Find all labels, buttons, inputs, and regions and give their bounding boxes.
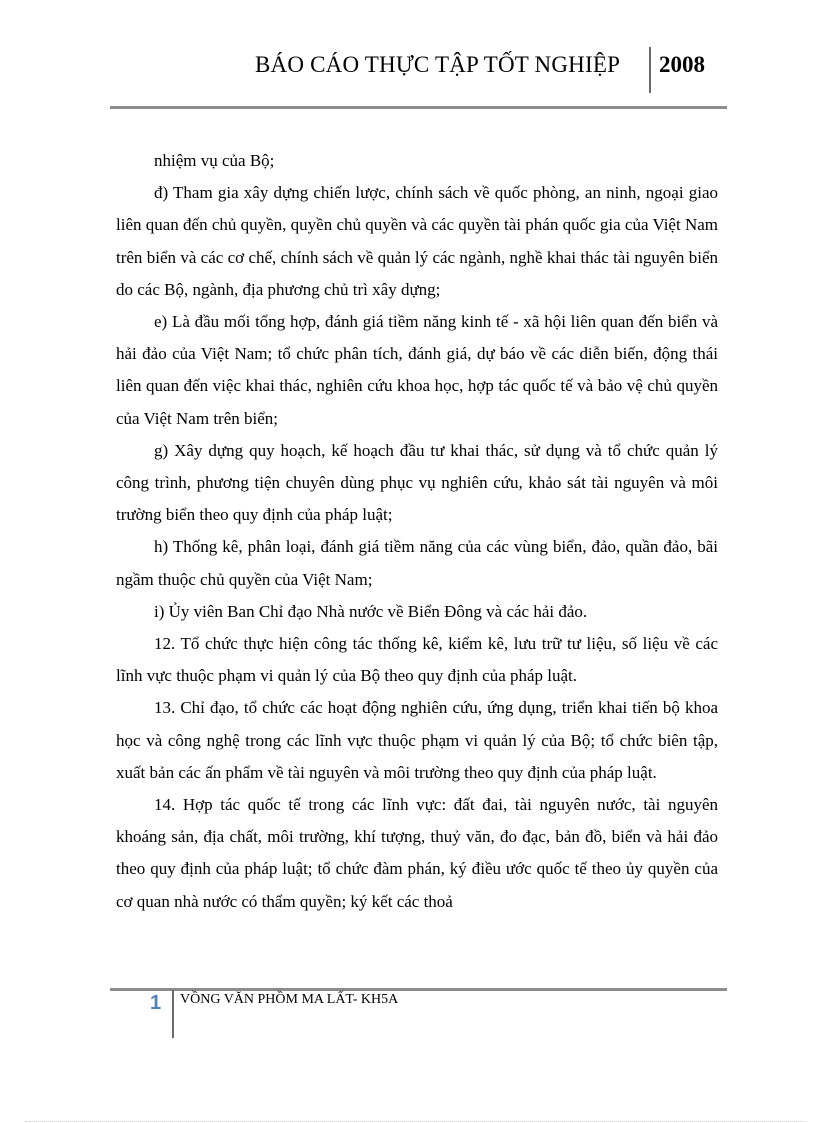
header-divider xyxy=(649,47,651,93)
footer-divider xyxy=(172,990,174,1038)
page-header-title: BÁO CÁO THỰC TẬP TỐT NGHIỆP xyxy=(255,52,621,77)
paragraph: 13. Chỉ đạo, tổ chức các hoạt động nghiên cứu, ứng dụng, triển khai tiến bộ khoa học và công nghệ trong các lĩnh vực thuộc phạm vi quản lý của Bộ; tổ chức biên tập, xuất bản các ấn phẩm về tài nguyên và môi trường theo quy định của pháp luật. xyxy=(116,698,718,782)
paragraph: e) Là đầu mối tổng hợp, đánh giá tiềm năng kinh tế - xã hội liên quan đến biển và hải đảo của Việt Nam; tổ chức phân tích, đánh giá, dự báo về các diễn biến, động thái liên quan đến việc khai thác, nghiên cứu khoa học, hợp tác quốc tế và bảo vệ chủ quyền của Việt Nam trên biển; xyxy=(116,312,718,428)
footer-rule xyxy=(110,988,727,991)
paragraph: 14. Hợp tác quốc tế trong các lĩnh vực: đất đai, tài nguyên nước, tài nguyên khoáng sản, địa chất, môi trường, khí tượng, thuỷ văn, đo đạc, bản đồ, biển và hải đảo theo quy định của pháp luật; tổ chức đàm phán, ký điều ước quốc tế theo ủy quyền của cơ quan nhà nước có thẩm quyền; ký kết các thoả xyxy=(116,795,718,911)
paragraph: g) Xây dựng quy hoạch, kế hoạch đầu tư khai thác, sử dụng và tổ chức quản lý công trình, phương tiện chuyên dùng phục vụ nghiên cứu, khảo sát tài nguyên và môi trường biển theo quy định của pháp luật; xyxy=(116,440,718,525)
document-body xyxy=(116,145,718,918)
page-number: 1 xyxy=(150,992,162,1014)
page-header-year: 2008 xyxy=(659,52,705,77)
footer-author: VỒNG VĂN PHỒM MA LẤT- KH5A xyxy=(180,992,399,1007)
paragraph: i) Ủy viên Ban Chỉ đạo Nhà nước về Biển Đông và các hải đảo. xyxy=(154,601,588,621)
header-rule xyxy=(110,106,727,109)
page-edge xyxy=(25,1121,805,1122)
paragraph: nhiệm vụ của Bộ; xyxy=(154,151,275,170)
paragraph: h) Thống kê, phân loại, đánh giá tiềm năng của các vùng biển, đảo, quần đảo, bãi ngầm thuộc chủ quyền của Việt Nam; xyxy=(116,537,718,589)
paragraph: đ) Tham gia xây dựng chiến lược, chính sách về quốc phòng, an ninh, ngoại giao liên quan đến chủ quyền, quyền chủ quyền và các quyền tài phán quốc gia của Việt Nam trên biển và các cơ chế, chính sách về quản lý các ngành, nghề khai thác tài nguyên biển do các Bộ, ngành, địa phương chủ trì xây dựng; xyxy=(116,183,718,299)
paragraph: 12. Tổ chức thực hiện công tác thống kê, kiểm kê, lưu trữ tư liệu, số liệu về các lĩnh vực thuộc phạm vi quản lý của Bộ theo quy định của pháp luật. xyxy=(116,634,718,686)
